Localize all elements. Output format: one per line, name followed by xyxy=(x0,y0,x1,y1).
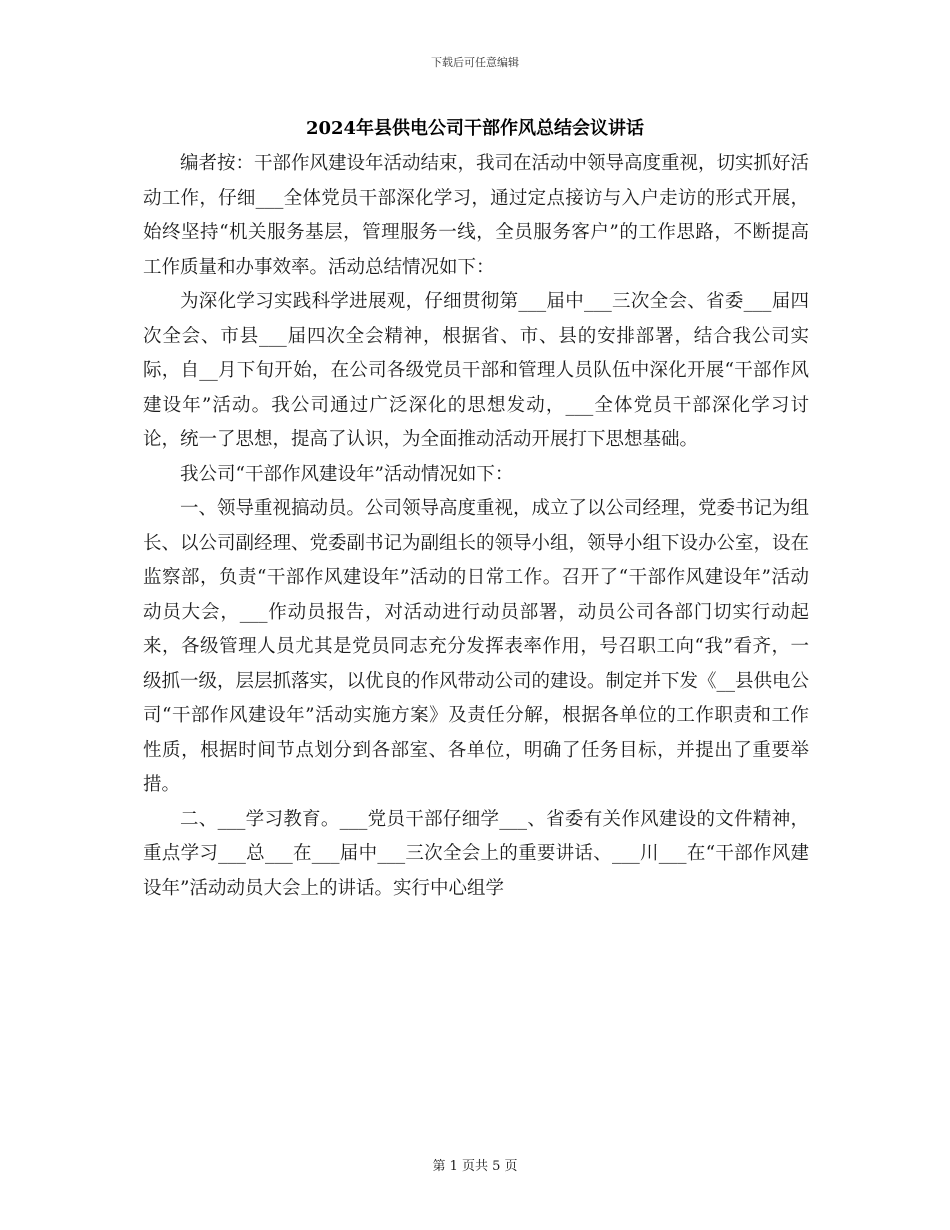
paragraph-overview: 我公司“干部作风建设年”活动情况如下： xyxy=(180,463,514,485)
document-body xyxy=(143,147,809,906)
paragraph-background: 为深化学习实践科学进展观，仔细贯彻第___届中___三次全会、省委___届四次全会、市县___届四次全会精神，根据省、市、县的安排部署，结合我公司实际，自__月下旬开始，在公司各级党员干部和管理人员队伍中深化开展“干部作风建设年”活动。我公司通过广泛深化的思想发动，___全体党员干部深化学习讨论，统一了思想，提高了认识，为全面推动活动开展打下思想基础。 xyxy=(143,291,809,450)
paragraph-editor-note: 编者按：干部作风建设年活动结束，我司在活动中领导高度重视，切实抓好活动工作，仔细___全体党员干部深化学习，通过定点接访与入户走访的形式开展，始终坚持“机关服务基层，管理服务一线，全员服务客户”的工作思路，不断提高工作质量和办事效率。活动总结情况如下： xyxy=(143,153,810,278)
header-note: 下载后可任意编辑 xyxy=(431,56,519,69)
page-title: 2024年县供电公司干部作风总结会议讲话 xyxy=(305,118,645,139)
paragraph-section-one: 一、领导重视搞动员。公司领导高度重视，成立了以公司经理，党委书记为组长、以公司副经理、党委副书记为副组长的领导小组，领导小组下设办公室，设在监察部，负责“干部作风建设年”活动的日常工作。召开了“干部作风建设年”活动动员大会，___作动员报告，对活动进行动员部署，动员公司各部门切实行动起来，各级管理人员尤其是党员同志充分发挥表率作用，号召职工向“我”看齐，一级抓一级，层层抓落实，以优良的作风带动公司的建设。制定并下发《__县供电公司“干部作风建设年”活动实施方案》及责任分解，根据各单位的工作职责和工作性质，根据时间节点划分到各部室、各单位，明确了任务目标，并提出了重要举措。 xyxy=(143,498,810,795)
paragraph-section-two: 二、___学习教育。___党员干部仔细学___、省委有关作风建设的文件精神，重点学习___总___在___届中___三次全会上的重要讲话、___川___在“干部作风建设年”活动动员大会上的讲话。实行中心组学 xyxy=(143,808,809,899)
page-footer: 第 1 页共 5 页 xyxy=(432,1159,518,1174)
